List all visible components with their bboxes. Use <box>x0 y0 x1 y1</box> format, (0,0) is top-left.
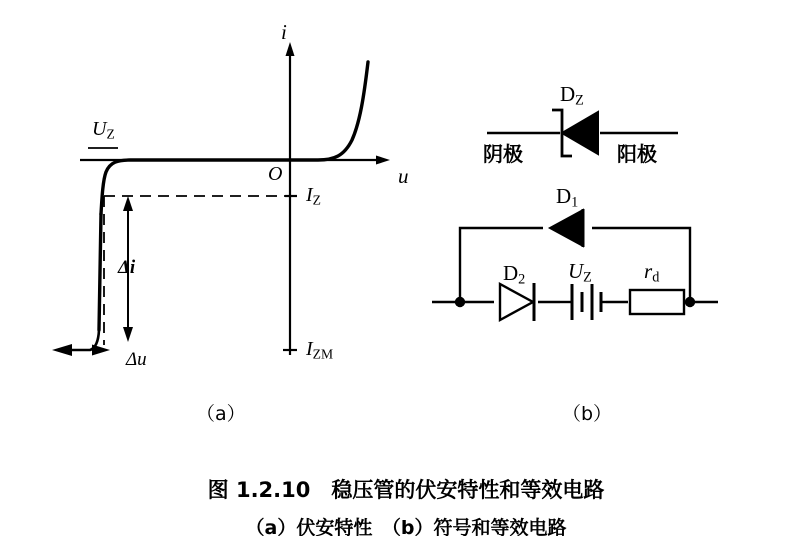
panel-b-caption: （b） <box>562 403 613 425</box>
left-node <box>455 297 465 307</box>
rd-resistor-box <box>630 290 684 314</box>
zener-symbol-label: $D_Z$ <box>560 82 584 109</box>
right-node <box>685 297 695 307</box>
delta-i-top-arrowhead <box>123 196 133 211</box>
construction-dashed-lines <box>88 148 296 345</box>
figure-caption-main: 图 1.2.10 稳压管的伏安特性和等效电路 <box>207 478 605 502</box>
uz-source-label: $U_Z$ <box>568 259 592 286</box>
d1-label: $D_1$ <box>556 184 579 211</box>
vi-characteristic-curve <box>66 62 368 350</box>
delta-u-label: Δu <box>126 349 147 370</box>
figure-caption-sub: （a）伏安特性 （b）符号和等效电路 <box>245 517 567 536</box>
axis-i-arrowhead <box>286 42 295 56</box>
d2-label: $D_2$ <box>503 261 526 288</box>
axis-u-arrowhead <box>376 156 390 165</box>
izm-label: $I_{ZM}$ <box>306 338 334 362</box>
d2-triangle <box>500 284 533 320</box>
d1-triangle <box>550 210 583 246</box>
axis-u-label: u <box>398 164 409 188</box>
delta-u-left-arrowhead <box>92 345 110 356</box>
reverse-current-arrowhead <box>52 344 72 356</box>
origin-label: O <box>268 163 283 185</box>
panel-a-caption: （a） <box>196 403 246 425</box>
rd-label: $r_d$ <box>644 259 660 286</box>
axis-i-label: i <box>281 20 287 44</box>
delta-i-bottom-arrowhead <box>123 327 133 342</box>
delta-i-label: Δi <box>118 257 136 278</box>
zener-triangle <box>562 112 598 154</box>
iz-label: $I_Z$ <box>306 184 321 208</box>
uz-label: $U_Z$ <box>92 118 115 142</box>
panel-a-axes <box>80 42 390 355</box>
anode-label: 阳极 <box>617 142 657 166</box>
cathode-label: 阴极 <box>483 142 523 166</box>
